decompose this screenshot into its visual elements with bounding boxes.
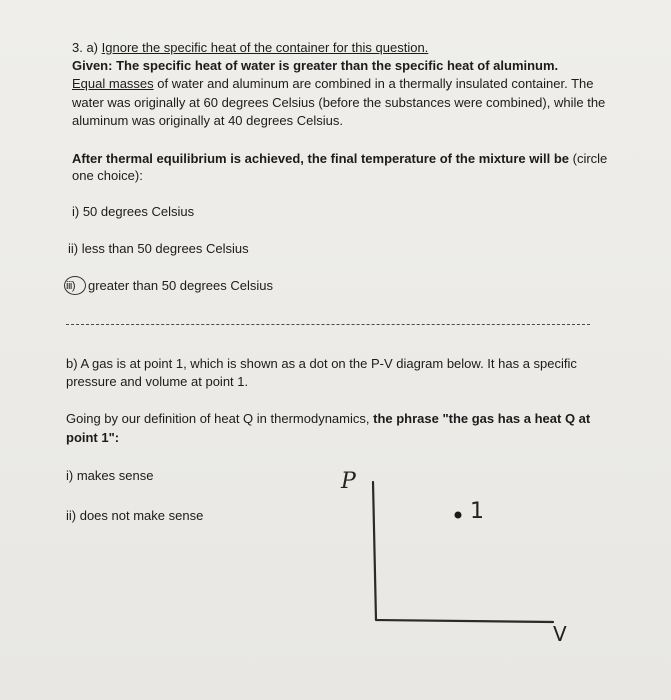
choice-a-3[interactable]: greater than 50 degrees Celsius xyxy=(88,278,274,293)
point-1-dot xyxy=(455,512,462,519)
heat-question-bold: the phrase "the gas has a heat Q at xyxy=(373,411,591,426)
p-axis-label: P xyxy=(341,469,356,494)
problem-line-4: water was originally at 60 degrees Celsius (before the substances were combined), while the xyxy=(72,95,606,110)
equal-masses-text: Equal masses xyxy=(72,76,154,91)
heat-question-normal: Going by our definition of heat Q in thermodynamics, xyxy=(66,411,374,426)
choice-b-2[interactable]: ii) does not make sense xyxy=(66,508,204,523)
equilibrium-question-line2: one choice): xyxy=(72,168,143,183)
v-axis-label: V xyxy=(553,622,567,646)
point-1-label: 1 xyxy=(470,499,484,524)
problem-line-3-rest: of water and aluminum are combined in a thermally insulated container. The xyxy=(153,76,594,91)
problem-line-5: aluminum was originally at 40 degrees Celsius. xyxy=(72,113,343,128)
given-statement: Given: The specific heat of water is greater than the specific heat of aluminum. xyxy=(72,58,559,73)
choice-a-3-marker: iii) xyxy=(66,280,75,292)
part-b-line-2: pressure and volume at point 1. xyxy=(66,374,249,389)
choice-a-2[interactable]: ii) less than 50 degrees Celsius xyxy=(68,241,249,256)
equilibrium-question-bold: After thermal equilibrium is achieved, the final temperature of the mixture will be xyxy=(72,151,570,166)
question-number: 3. a) xyxy=(72,40,99,55)
pv-axes xyxy=(373,482,553,622)
heat-question-line2: point 1": xyxy=(66,430,120,445)
equilibrium-question-rest: (circle xyxy=(569,151,608,166)
part-b-line-1: b) A gas is at point 1, which is shown as a dot on the P-V diagram below. It has a specific xyxy=(66,356,577,371)
choice-a-1[interactable]: i) 50 degrees Celsius xyxy=(72,204,195,219)
ignore-container-note: Ignore the specific heat of the container for this question. xyxy=(101,40,429,55)
choice-b-1[interactable]: i) makes sense xyxy=(66,468,154,483)
